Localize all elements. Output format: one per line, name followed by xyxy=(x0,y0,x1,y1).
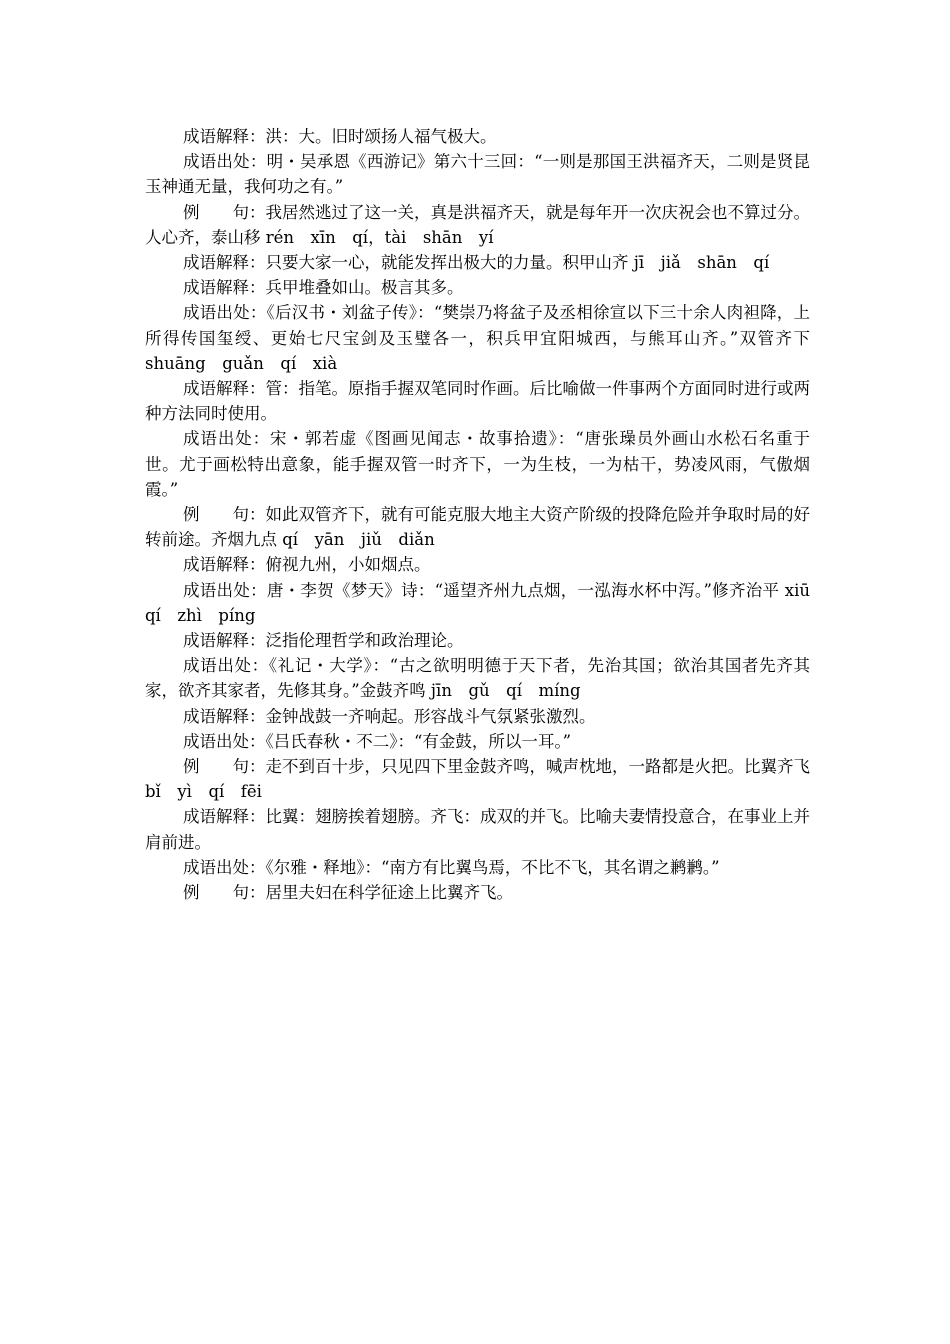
paragraph: 例 句：走不到百十步，只见四下里金鼓齐鸣，喊声枕地，一路都是火把。比翼齐飞 bǐ yì qí fēi xyxy=(145,757,810,802)
paragraph: 成语解释：金钟战鼓一齐响起。形容战斗气氛紧张激烈。 xyxy=(183,706,596,726)
paragraph: 例 句：如此双管齐下，就有可能克服大地主大资产阶级的投降危险并争取时局的好转前途。齐烟九点 qí yān jiǔ diǎn xyxy=(145,505,810,550)
paragraph: 成语解释：俯视九州，小如烟点。 xyxy=(183,555,431,575)
paragraph: 成语出处：《吕氏春秋・不二》：“有金鼓，所以一耳。” xyxy=(183,731,572,751)
paragraph: 成语出处：《礼记・大学》：“古之欲明明德于天下者，先治其国；欲治其国者先齐其家，欲齐其家者，先修其身。”金鼓齐鸣 jīn gǔ qí míng xyxy=(145,656,810,701)
paragraph: 成语出处：明・吴承恩《西游记》第六十三回：“一则是那国王洪福齐天，二则是贤昆玉神通无量，我何功之有。” xyxy=(145,152,810,197)
paragraph: 成语出处：宋・郭若虚《图画见闻志・故事拾遗》：“唐张璪员外画山水松石名重于世。尤于画松特出意象，能手握双管一时齐下，一为生枝，一为枯干，势凌风雨，气傲烟霞。” xyxy=(145,429,810,499)
paragraph: 成语出处：《后汉书・刘盆子传》：“樊崇乃将盆子及丞相徐宣以下三十余人肉袒降，上所得传国玺绶、更始七尺宝剑及玉璧各一，积兵甲宜阳城西，与熊耳山齐。”双管齐下 shuāng guǎn qí xià xyxy=(145,303,810,373)
paragraph: 成语解释：泛指伦理哲学和政治理论。 xyxy=(183,631,464,651)
paragraph: 例 句：我居然逃过了这一关，真是洪福齐天，就是每年开一次庆祝会也不算过分。人心齐，泰山移 rén xīn qí，tài shān yí xyxy=(145,202,810,247)
paragraph: 成语解释：管：指笔。原指手握双笔同时作画。后比喻做一件事两个方面同时进行或两种方法同时使用。 xyxy=(145,379,810,424)
paragraph: 成语解释：洪：大。旧时颂扬人福气极大。 xyxy=(183,127,497,146)
paragraph: 例 句：居里夫妇在科学征途上比翼齐飞。 xyxy=(183,883,513,903)
paragraph: 成语解释：只要大家一心，就能发挥出极大的力量。积甲山齐 jī jiǎ shān qí xyxy=(183,253,770,273)
paragraph: 成语出处：唐・李贺《梦天》诗：“遥望齐州九点烟，一泓海水杯中泻。”修齐治平 xiū qí zhì píng xyxy=(145,580,827,625)
paragraph: 成语解释：比翼：翅膀挨着翅膀。齐飞：成双的并飞。比喻夫妻情投意合，在事业上并肩前进。 xyxy=(145,807,810,852)
paragraph: 成语出处：《尔雅・释地》：“南方有比翼鸟焉，不比不飞，其名谓之鹣鹣。” xyxy=(183,857,720,877)
paragraph: 成语解释：兵甲堆叠如山。极言其多。 xyxy=(183,278,464,298)
document-body xyxy=(145,124,827,905)
